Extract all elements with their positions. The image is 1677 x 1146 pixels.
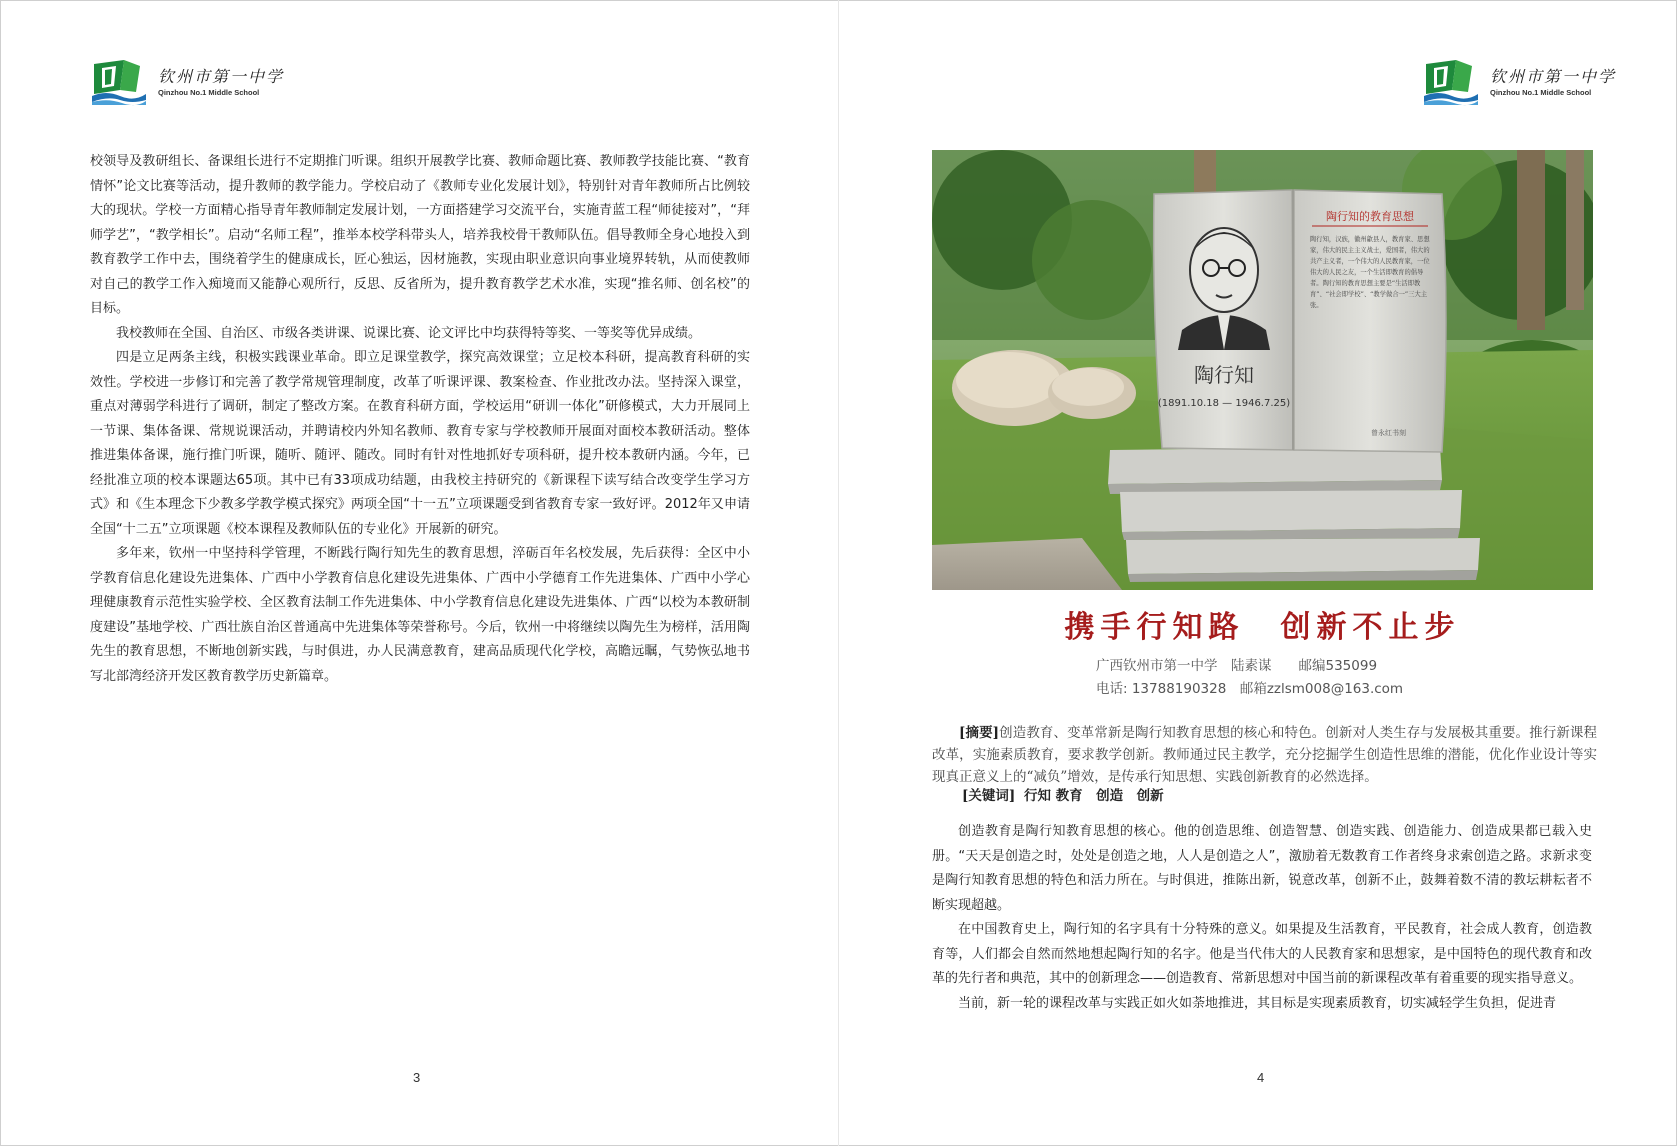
- keywords-text: 行知 教育 创造 创新: [1023, 788, 1164, 804]
- monument-photo: [932, 150, 1593, 590]
- school-name-en: Qinzhou No.1 Middle School: [158, 88, 260, 97]
- page-number-left: 3: [413, 1070, 421, 1085]
- keywords-label: [关键词]: [962, 788, 1016, 804]
- right-page-body: [932, 820, 1592, 1016]
- school-logo-left: [90, 58, 284, 106]
- article-contact: 电话: 13788190328 邮箱zzlsm008@163.com: [1096, 681, 1404, 697]
- page-spine: [838, 0, 839, 1146]
- abstract-text: 创造教育、变革常新是陶行知教育思想的核心和特色。创新对人类生存与发展极其重要。推行新课程改革，实施素质教育，要求教学创新。教师通过民主教学，充分挖掘学生创造性思维的潜能，优化作业设计等实现真正意义上的“减负”增效，是传承行知思想、实践创新教育的必然选择。: [932, 725, 1597, 785]
- school-name-cn: 钦州市第一中学: [158, 67, 285, 86]
- left-paragraph: 校领导及教研组长、备课组长进行不定期推门听课。组织开展教学比赛、教师命题比赛、教师教学技能比赛、“教育情怀”论文比赛等活动，提升教师的教学能力。学校启动了《教师专业化发展计划》，特别针对青年教师所占比例较大的现状。学校一方面精心指导青年教师制定发展计划，一方面搭建学习交流平台，实施青蓝工程“师徒接对”，“拜师学艺”，“教学相长”。启动“名师工程”，推举本校学科带头人，培养我校骨干教师队伍。倡导教师全身心地投入到教育教学工作中去，围绕着学生的健康成长，匠心独运，因材施教，实现由职业意识向事业境界转轨，从而使教师对自己的教学工作入痴境而又能静心观所行，反思、反省所为，提升教育教学艺术水准，实现“推名师、创名校”的目标。: [90, 154, 750, 316]
- school-name-cn: 钦州市第一中学: [1490, 67, 1617, 86]
- monument-title: 陶行知的教育思想: [1326, 210, 1414, 223]
- left-paragraph: 四是立足两条主线，积极实践课业革命。即立足课堂教学，探究高效课堂；立足校本科研，提高教育科研的实效性。学校进一步修订和完善了教学常规管理制度，改革了听课评课、教案检查、作业批改办法。坚持深入课堂，重点对薄弱学科进行了调研，制定了整改方案。在教育科研方面，学校运用“研训一体化”研修模式，大力开展同上一节课、集体备课、常规说课活动，并聘请校内外知名教师、教育专家与学校教师开展面对面校本教研活动。整体推进集体备课，施行推门听课，随听、随评、随改。同时有针对性地抓好专项科研，提升校本教研内涵。今年，已经批准立项的校本课题达65项。其中已有33项成功结题，由我校主持研究的《新课程下读写结合改变学生学习方式》和《生本理念下少教多学教学模式探究》两项全国“十一五”立项课题受到省教育专家一致好评。2012年又申请全国“十二五”立项课题《校本课程及教师队伍的专业化》开展新的研究。: [90, 350, 750, 537]
- portrait-dates: (1891.10.18 — 1946.7.25): [1157, 398, 1291, 409]
- article-abstract: [932, 722, 1597, 788]
- article-byline: 广西钦州市第一中学 陆素谋 邮编535099: [1096, 658, 1378, 674]
- left-page-body: [90, 150, 750, 689]
- right-paragraph: 当前，新一轮的课程改革与实践正如火如荼地推进，其目标是实现素质教育，切实减轻学生负担，促进青: [958, 995, 1557, 1011]
- right-paragraph: 在中国教育史上，陶行知的名字具有十分特殊的意义。如果提及生活教育，平民教育，社会成人教育，创造教育等，人们都会自然而然地想起陶行知的名字。他是当代伟大的人民教育家和思想家，是中国特色的现代教育和改革的先行者和典范，其中的创新理念——创造教育、常新思想对中国当前的新课程改革有着重要的现实指导意义。: [932, 922, 1592, 986]
- monument-inscription: 陶行知，汉族，徽州歙县人，教育家、思想家，伟大的民主主义战士，爱国者，伟大的共产主义者，一个伟大的人民教育家，一位伟大的人民之友，一个生活即教育的倡导者。陶行知的教育思想主要是“生活即教育”、“社会即学校”、“教学做合一”三大主张。: [1310, 236, 1430, 309]
- page-number-right: 4: [1257, 1070, 1265, 1085]
- right-paragraph: 创造教育是陶行知教育思想的核心。他的创造思维、创造智慧、创造实践、创造能力、创造成果都已载入史册。“天天是创造之时，处处是创造之地，人人是创造之人”，激励着无数教育工作者终身求索创造之路。求新求变是陶行知教育思想的特色和活力所在。与时俱进，推陈出新，锐意改革，创新不止，鼓舞着数不清的教坛耕耘者不断实现超越。: [932, 824, 1592, 913]
- left-paragraph: 多年来，钦州一中坚持科学管理，不断践行陶行知先生的教育思想，淬砺百年名校发展，先后获得：全区中小学教育信息化建设先进集体、广西中小学教育信息化建设先进集体、广西中小学德育工作先进集体、广西中小学心理健康教育示范性实验学校、全区教育法制工作先进集体、中小学教育信息化建设先进集体、广西“以校为本教研制度建设”基地学校、广西壮族自治区普通高中先进集体等荣誉称号。今后，钦州一中将继续以陶先生为榜样，活用陶先生的教育思想，不断地创新实践，与时俱进，办人民满意教育，建高品质现代化学校，高瞻远瞩，气势恢弘地书写北部湾经济开发区教育教学历史新篇章。: [90, 546, 750, 684]
- monument-signature: 曾永红书刻: [1371, 429, 1406, 437]
- left-paragraph: 我校教师在全国、自治区、市级各类讲课、说课比赛、论文评比中均获得特等奖、一等奖等优异成绩。: [116, 325, 702, 341]
- school-emblem-icon: [90, 58, 148, 106]
- school-logo-right: [1422, 58, 1616, 106]
- school-name-en: Qinzhou No.1 Middle School: [1490, 88, 1592, 97]
- school-emblem-icon: [1422, 58, 1480, 106]
- abstract-label: [摘要]: [959, 725, 1000, 741]
- article-keywords: [962, 784, 1164, 804]
- article-title: 携手行知路 创新不止步: [1064, 610, 1461, 645]
- portrait-name: 陶行知: [1194, 363, 1254, 387]
